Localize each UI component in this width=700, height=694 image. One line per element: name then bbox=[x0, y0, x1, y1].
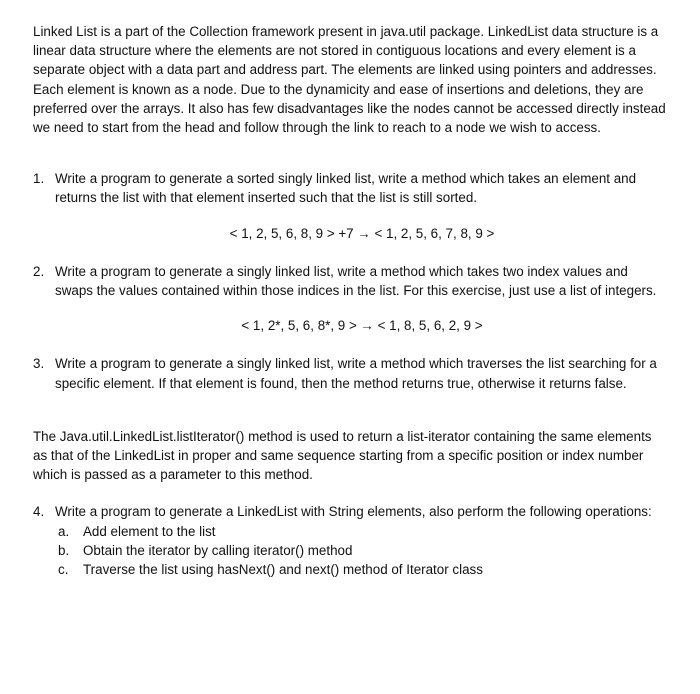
subitem-b bbox=[58, 541, 669, 560]
question-4 bbox=[33, 502, 669, 521]
question-1-number: 1. bbox=[33, 171, 45, 187]
question-3 bbox=[33, 354, 669, 392]
subitem-c bbox=[58, 560, 669, 579]
subitem-c-text: Traverse the list using hasNext() and next() method of Iterator class bbox=[83, 562, 483, 578]
subitem-c-letter: c. bbox=[58, 562, 69, 578]
question-3-text: Write a program to generate a singly linked list, write a method which traverses the list searching for a specific element. If that element is found, then the method returns true, otherwise it returns false. bbox=[55, 356, 657, 391]
question-1-example: < 1, 2, 5, 6, 8, 9 > +7 → < 1, 2, 5, 6, 7, 8, 9 > bbox=[229, 225, 495, 241]
subitem-a bbox=[58, 522, 669, 541]
question-4-number: 4. bbox=[33, 504, 45, 520]
intro-paragraph: Linked List is a part of the Collection framework present in java.util package. LinkedList data structure is a linear data structure where the elements are not stored in contiguous locations and every element is a separate object with a data part and address part. The elements are linked using pointers and addresses. Each element is known as a node. Due to the dynamicity and ease of insertions and deletions, they are preferred over the arrays. It also has few disadvantages like the nodes cannot be accessed directly instead we need to start from the head and follow through the link to reach to a node we wish to access. bbox=[33, 24, 666, 136]
question-3-number: 3. bbox=[33, 356, 45, 372]
subitem-a-letter: a. bbox=[58, 523, 70, 539]
subitem-b-text: Obtain the iterator by calling iterator() method bbox=[83, 542, 353, 558]
question-2-text: Write a program to generate a singly linked list, write a method which takes two index values and swaps the values contained within those indices in the list. For this exercise, just use a list of integers. bbox=[55, 263, 657, 299]
question-4-text: Write a program to generate a LinkedList with String elements, also perform the following operations: bbox=[55, 504, 652, 520]
subitem-a-text: Add element to the list bbox=[83, 523, 216, 539]
list-iterator-paragraph: The Java.util.LinkedList.listIterator() method is used to return a list-iterator containing the same elements as that of the LinkedList in proper and same sequence starting from a specific position or index number which is passed as a parameter to this method. bbox=[33, 428, 652, 483]
question-4-subitems bbox=[33, 522, 669, 580]
document-page bbox=[33, 22, 669, 579]
question-1-text: Write a program to generate a sorted singly linked list, write a method which takes an element and returns the list with that element inserted such that the list is still sorted. bbox=[55, 171, 637, 206]
question-2-example: < 1, 2*, 5, 6, 8*, 9 > → < 1, 8, 5, 6, 2, 9 > bbox=[241, 318, 483, 334]
question-1 bbox=[33, 169, 669, 207]
subitem-b-letter: b. bbox=[58, 542, 70, 558]
question-2-number: 2. bbox=[33, 263, 45, 279]
question-2 bbox=[33, 262, 669, 300]
